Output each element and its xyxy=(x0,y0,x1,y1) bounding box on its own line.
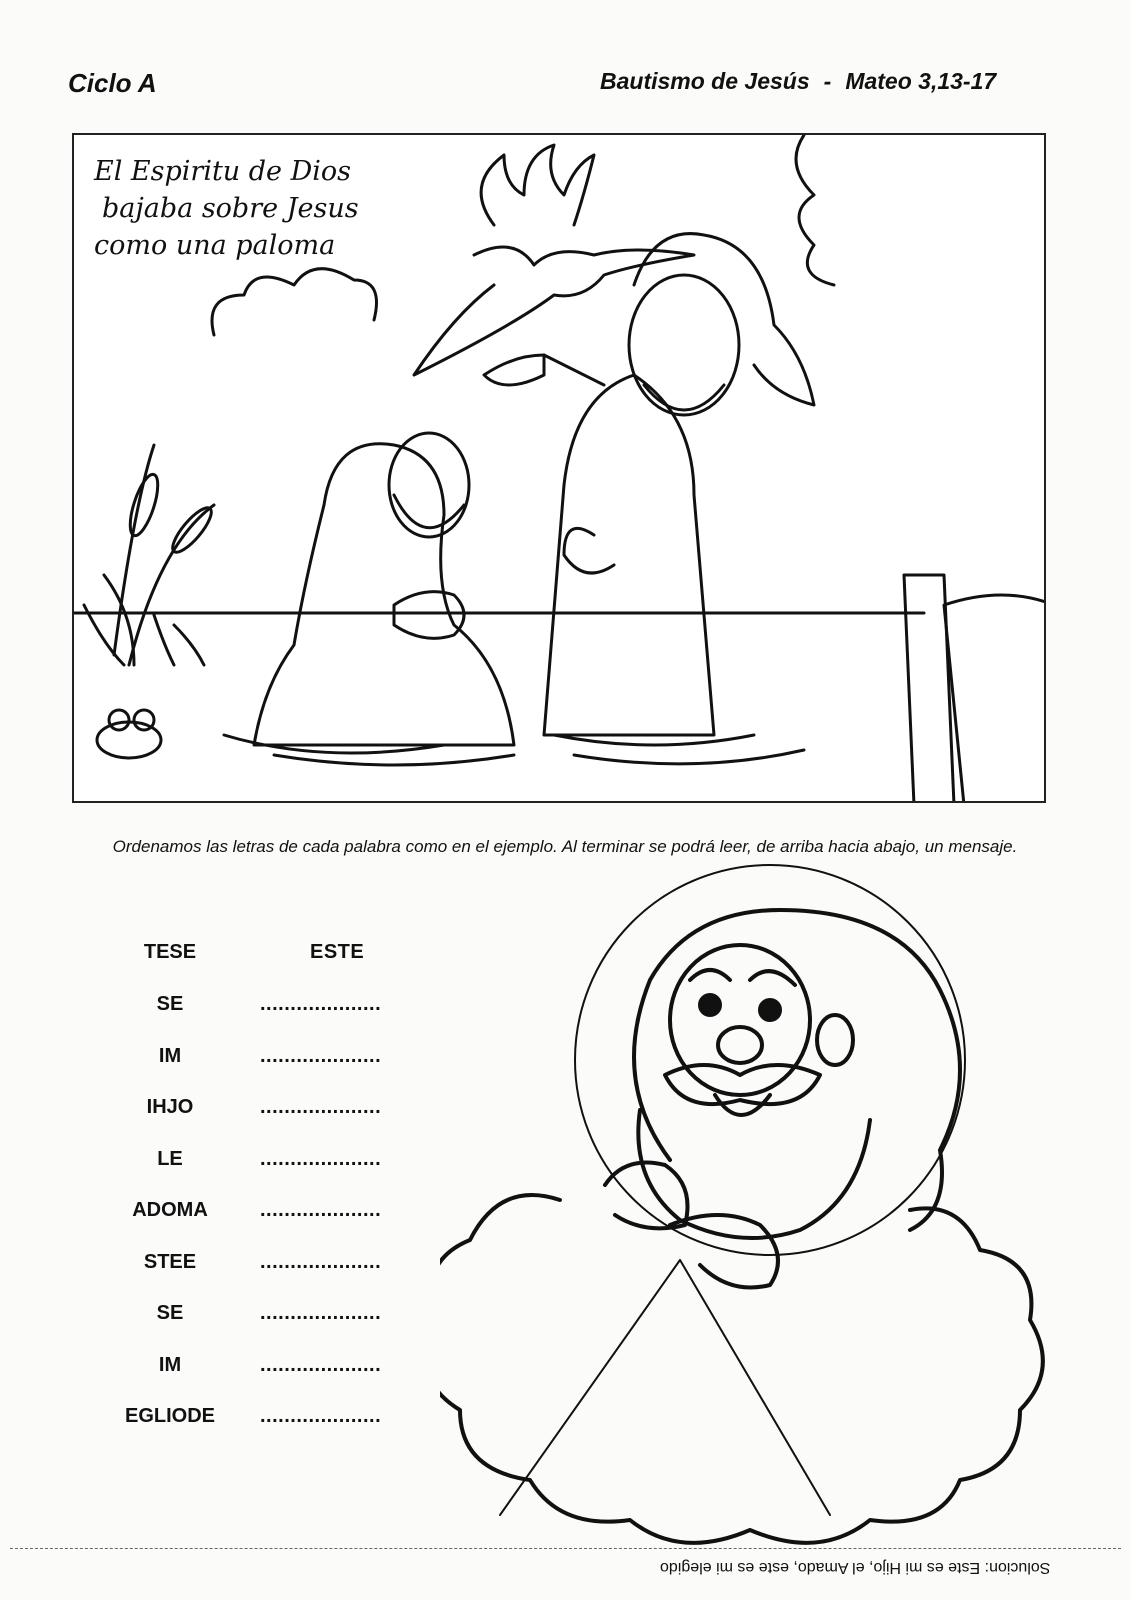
bible-reference: Mateo 3,13-17 xyxy=(845,68,997,94)
answer-blank[interactable]: .................... xyxy=(260,1302,382,1324)
caption-line: como una paloma xyxy=(94,230,336,261)
title-text: Bautismo de Jesús xyxy=(600,68,810,94)
puzzle-row xyxy=(100,1096,440,1126)
baptism-scene-panel xyxy=(72,133,1046,803)
scrambled-word: IM xyxy=(158,1045,182,1067)
answer-blank[interactable]: .................... xyxy=(260,1251,382,1273)
answer-blank[interactable]: .................... xyxy=(260,1045,382,1067)
puzzle-row xyxy=(100,941,440,971)
puzzle-row xyxy=(100,1251,440,1281)
scrambled-word: IM xyxy=(158,1354,182,1376)
upside-down-solution: Solucion: Este es mi Hijo, el Amado, este es mi elegido xyxy=(660,1559,1051,1576)
puzzle-row xyxy=(100,1405,440,1435)
puzzle-row xyxy=(100,1302,440,1332)
caption-line: El Espiritu de Dios xyxy=(94,156,352,187)
god-on-cloud-drawing xyxy=(440,860,1080,1550)
puzzle-row xyxy=(100,1045,440,1075)
puzzle-row xyxy=(100,993,440,1023)
caption-line: bajaba sobre Jesus xyxy=(102,193,359,224)
answer-blank[interactable]: .................... xyxy=(260,1354,382,1376)
puzzle-instructions: Ordenamos las letras de cada palabra como en el ejemplo. Al terminar se podrá leer, de arriba hacia abajo, un mensaje. xyxy=(112,837,1018,856)
scrambled-word: EGLIODE xyxy=(124,1405,215,1427)
answer-blank[interactable]: .................... xyxy=(260,993,382,1015)
scrambled-word: LE xyxy=(157,1148,183,1170)
title-separator: - xyxy=(823,68,832,94)
puzzle-row xyxy=(100,1148,440,1178)
answer-blank[interactable]: .................... xyxy=(260,1199,382,1221)
answer-blank[interactable]: .................... xyxy=(260,1096,382,1118)
puzzle-row xyxy=(100,1199,440,1229)
scrambled-word: ADOMA xyxy=(132,1199,208,1221)
scene-caption xyxy=(94,153,359,264)
answer-blank[interactable]: .................... xyxy=(260,1148,382,1170)
cycle-label: Ciclo A xyxy=(68,68,157,98)
scrambled-word: STEE xyxy=(143,1251,197,1273)
answer-blank[interactable]: .................... xyxy=(260,1405,382,1427)
scrambled-word: IHJO xyxy=(146,1096,194,1118)
god-father-on-cloud-illustration xyxy=(440,860,1080,1555)
scrambled-word: TESE xyxy=(143,941,197,963)
scrambled-word: SE xyxy=(156,1302,184,1324)
scrambled-word: SE xyxy=(156,993,184,1015)
cut-line xyxy=(10,1548,1121,1549)
puzzle-row xyxy=(100,1354,440,1384)
page-title xyxy=(600,68,996,95)
example-answer: ESTE xyxy=(310,941,365,963)
